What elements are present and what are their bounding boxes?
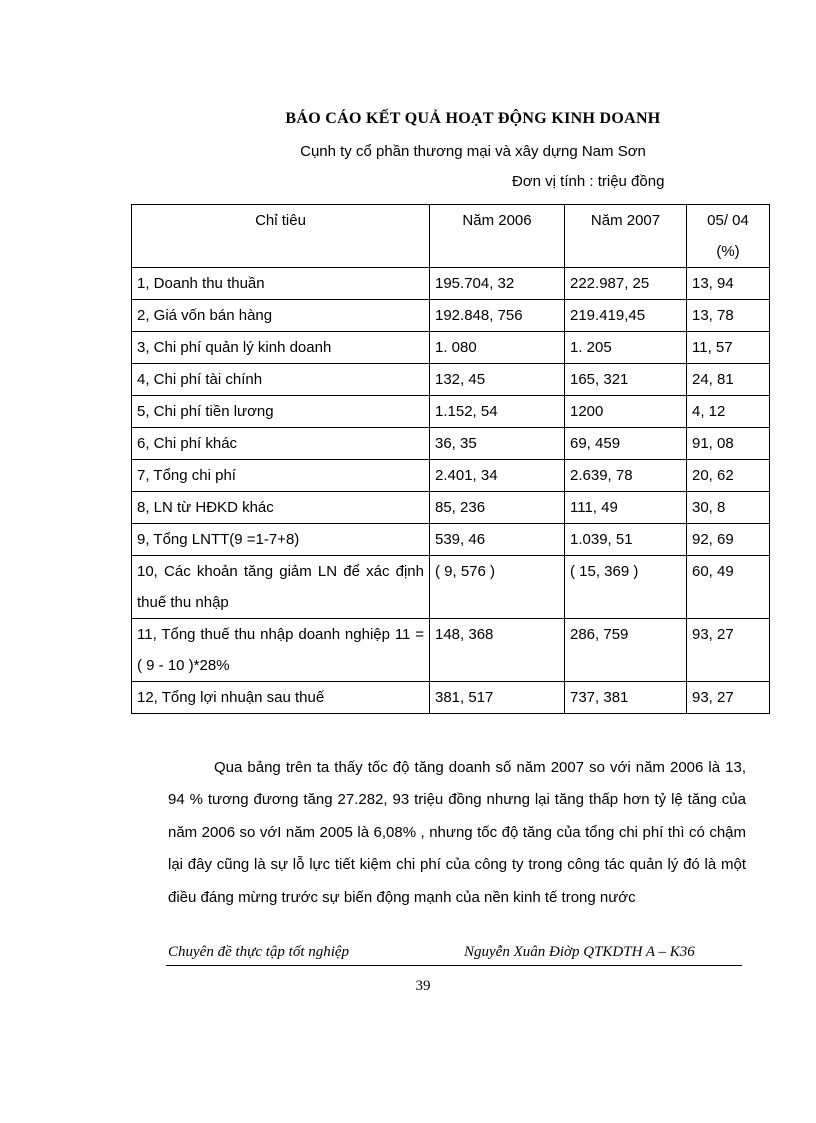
row-2006-cell: 539, 46	[430, 524, 565, 556]
table-row	[132, 682, 770, 714]
row-2007-cell: 111, 49	[565, 492, 687, 524]
row-ratio-cell: 4, 12	[687, 396, 770, 428]
financial-report-table	[131, 204, 770, 714]
row-ratio-cell: 20, 62	[687, 460, 770, 492]
table-row	[132, 364, 770, 396]
table-row	[132, 556, 770, 619]
table-row	[132, 300, 770, 332]
row-2006-cell: 381, 517	[430, 682, 565, 714]
unit-label: Đơn vị tính : triệu đồng	[512, 173, 665, 190]
row-2007-cell: 286, 759	[565, 619, 687, 682]
row-indicator-cell: 12, Tổng lợi nhuận sau thuế	[132, 682, 430, 714]
row-indicator-cell: 11, Tổng thuế thu nhập doanh nghiệp 11 = ( 9 - 10 )*28%	[132, 619, 430, 682]
row-2007-cell: 1. 205	[565, 332, 687, 364]
row-ratio-cell: 91, 08	[687, 428, 770, 460]
table-row	[132, 428, 770, 460]
row-ratio-cell: 60, 49	[687, 556, 770, 619]
row-indicator-cell: 9, Tổng LNTT(9 =1-7+8)	[132, 524, 430, 556]
row-2007-cell: 222.987, 25	[565, 268, 687, 300]
table-row	[132, 332, 770, 364]
row-indicator-cell: 5, Chi phí tiền lương	[132, 396, 430, 428]
header-indicator: Chỉ tiêu	[132, 205, 430, 268]
row-ratio-cell: 13, 94	[687, 268, 770, 300]
row-ratio-cell: 92, 69	[687, 524, 770, 556]
row-2007-cell: 165, 321	[565, 364, 687, 396]
row-2007-cell: 737, 381	[565, 682, 687, 714]
table-header-row	[132, 205, 770, 268]
table-row	[132, 492, 770, 524]
row-indicator-cell: 7, Tổng chi phí	[132, 460, 430, 492]
table-row	[132, 524, 770, 556]
row-indicator-cell: 1, Doanh thu thuần	[132, 268, 430, 300]
row-ratio-cell: 93, 27	[687, 682, 770, 714]
row-2006-cell: 2.401, 34	[430, 460, 565, 492]
page-number: 39	[415, 978, 431, 994]
analysis-paragraph	[168, 752, 746, 914]
header-year-2006: Năm 2006	[430, 205, 565, 268]
row-2006-cell: ( 9, 576 )	[430, 556, 565, 619]
row-2006-cell: 132, 45	[430, 364, 565, 396]
row-ratio-cell: 93, 27	[687, 619, 770, 682]
row-2006-cell: 1. 080	[430, 332, 565, 364]
footer-thesis-label: Chuyên đề thực tập tốt nghiệp	[168, 944, 350, 960]
table-body	[132, 268, 770, 714]
row-ratio-cell: 13, 78	[687, 300, 770, 332]
row-indicator-cell: 4, Chi phí tài chính	[132, 364, 430, 396]
row-indicator-cell: 10, Các khoản tăng giảm LN để xác định thuế thu nhập	[132, 556, 430, 619]
row-ratio-cell: 30, 8	[687, 492, 770, 524]
row-indicator-cell: 6, Chi phí khác	[132, 428, 430, 460]
header-year-2007: Năm 2007	[565, 205, 687, 268]
row-2006-cell: 85, 236	[430, 492, 565, 524]
row-2007-cell: 219.419,45	[565, 300, 687, 332]
header-ratio-unit: (%)	[716, 243, 740, 260]
table-row	[132, 396, 770, 428]
header-ratio	[687, 205, 770, 268]
page-footer	[166, 944, 742, 966]
footer-author: Nguyễn Xuân Điờp QTKDTH A – K36	[464, 944, 695, 960]
row-2006-cell: 148, 368	[430, 619, 565, 682]
row-2007-cell: 1200	[565, 396, 687, 428]
table-row	[132, 268, 770, 300]
table-row	[132, 460, 770, 492]
row-2006-cell: 192.848, 756	[430, 300, 565, 332]
row-2007-cell: 69, 459	[565, 428, 687, 460]
report-title: BÁO CÁO KẾT QUẢ HOẠT ĐỘNG KINH DOANH	[285, 110, 661, 127]
row-2006-cell: 195.704, 32	[430, 268, 565, 300]
row-2006-cell: 1.152, 54	[430, 396, 565, 428]
row-ratio-cell: 24, 81	[687, 364, 770, 396]
row-2007-cell: 2.639, 78	[565, 460, 687, 492]
company-name: Cụnh ty cổ phần thương mại và xây dựng Nam Sơn	[300, 143, 646, 160]
table-row	[132, 619, 770, 682]
analysis-text: Qua bảng trên ta thấy tốc độ tăng doanh số năm 2007 so với năm 2006 là 13, 94 % tương đương tăng 27.282, 93 triệu đồng nhưng lại tăng thấp hơn tỷ lệ tăng của năm 2006 so vớI năm 2005 là 6,08% , nhưng tốc độ tăng của tổng chi phí thì có chậm lại đây cũng là sự lỗ lực tiết kiệm chi phí của công ty trong công tác quản lý đó là một điều đáng mừng trước sự biến động mạnh của nền kinh tế trong nước	[168, 759, 746, 906]
row-indicator-cell: 2, Giá vốn bán hàng	[132, 300, 430, 332]
row-2007-cell: ( 15, 369 )	[565, 556, 687, 619]
row-2007-cell: 1.039, 51	[565, 524, 687, 556]
row-indicator-cell: 8, LN từ HĐKD khác	[132, 492, 430, 524]
row-ratio-cell: 11, 57	[687, 332, 770, 364]
row-indicator-cell: 3, Chi phí quản lý kinh doanh	[132, 332, 430, 364]
row-2006-cell: 36, 35	[430, 428, 565, 460]
header-ratio-label: 05/ 04	[707, 212, 749, 229]
